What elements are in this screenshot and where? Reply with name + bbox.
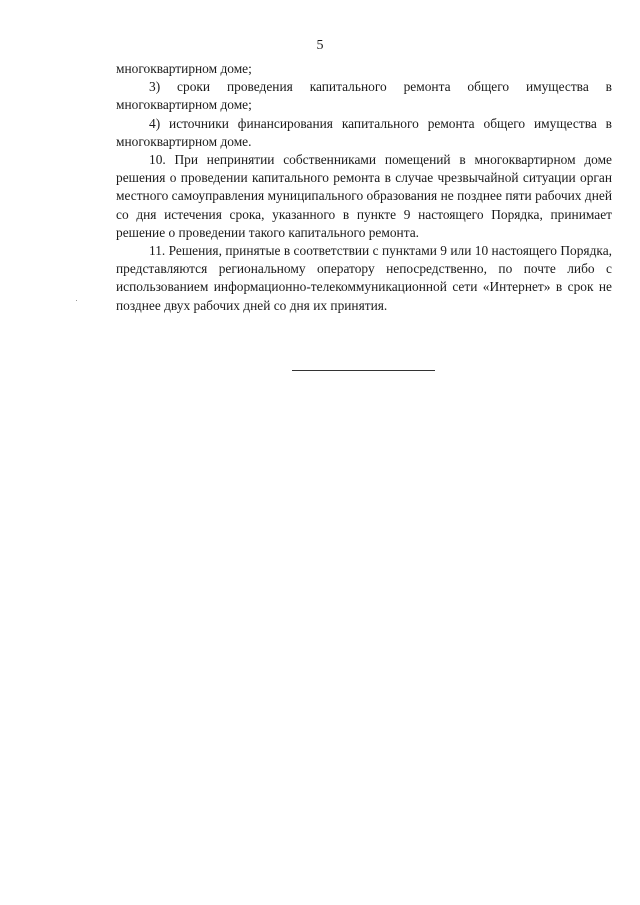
clause-10: 10. При непринятии собственниками помещений в многоквартирном доме решения о проведении капитального ремонта в случае чрезвычайной ситуации орган местного самоуправления муниципального образования не позднее пяти рабочих дней со дня истечения срока, указанного в пункте 9 настоящего Порядка, принимает решение о проведении такого капитального ремонта. bbox=[116, 152, 612, 240]
scan-speck bbox=[76, 300, 77, 301]
document-body bbox=[116, 60, 612, 315]
list-item-3: 3) сроки проведения капитального ремонта общего имущества в многоквартирном доме; bbox=[116, 79, 612, 113]
clause-11: 11. Решения, принятые в соответствии с пунктами 9 или 10 настоящего Порядка, представляются региональному оператору непосредственно, по почте либо с использованием информационно-телекоммуникационной сети «Интернет» в срок не позднее двух рабочих дней со дня их принятия. bbox=[116, 243, 612, 313]
list-item-4: 4) источники финансирования капитального ремонта общего имущества в многоквартирном доме. bbox=[116, 115, 612, 149]
paragraph-continuation: многоквартирном доме; bbox=[116, 61, 252, 76]
closing-separator-line bbox=[292, 370, 435, 371]
page-number: 5 bbox=[316, 38, 324, 53]
